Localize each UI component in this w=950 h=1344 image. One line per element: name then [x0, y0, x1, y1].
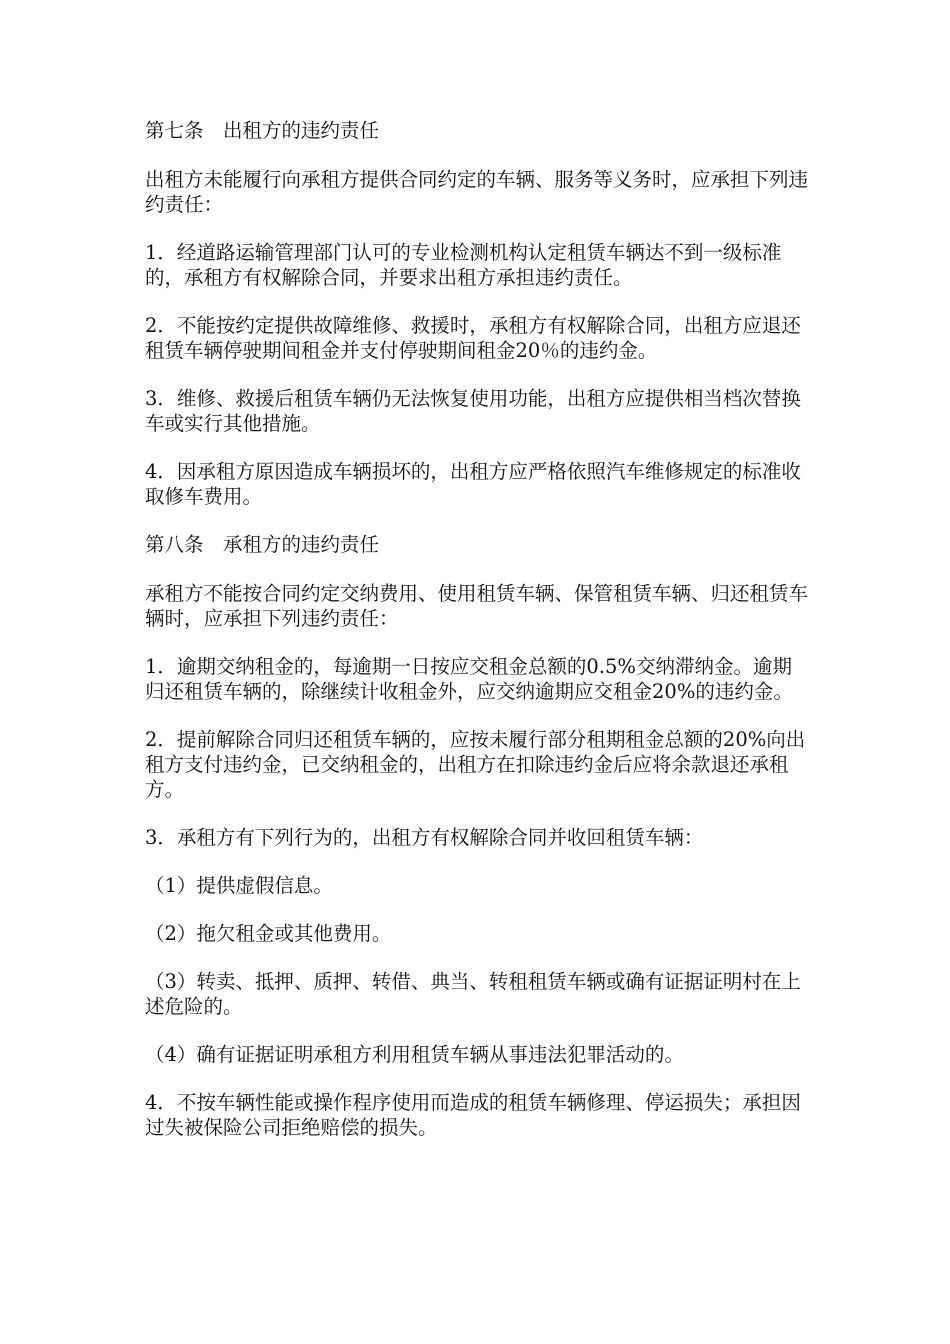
article-8-sub-item-2: （2）拖欠租金或其他费用。 — [145, 922, 392, 945]
article-8-item-4: 4．不按车辆性能或操作程序使用而造成的租赁车辆修理、停运损失；承担因过失被保险公司拒绝赔偿的损失。 — [145, 1091, 801, 1139]
article-8-sub-item-1: （1）提供虚假信息。 — [145, 874, 333, 897]
article-8-item-1: 1．逾期交纳租金的，每逾期一日按应交租金总额的0.5%交纳滞纳金。逾期归还租赁车辆的，除继续计收租金外，应交纳逾期应交租金20%的违约金。 — [145, 655, 793, 703]
article-7-item-4: 4．因承租方原因造成车辆损坏的，出租方应严格依照汽车维修规定的标准收取修车费用。 — [145, 460, 801, 508]
article-7-item-1: 1．经道路运输管理部门认可的专业检测机构认定租赁车辆达不到一级标准的，承租方有权解除合同，并要求出租方承担违约责任。 — [145, 241, 782, 289]
article-8-sub-item-3: （3）转卖、抵押、质押、转借、典当、转租租赁车辆或确有证据证明村在上述危险的。 — [145, 970, 801, 1018]
document-body — [145, 118, 810, 1163]
article-7-item-2: 2．不能按约定提供故障维修、救援时，承租方有权解除合同，出租方应退还租赁车辆停驶期间租金并支付停驶期间租金20％的违约金。 — [145, 314, 801, 362]
article-7-intro: 出租方未能履行向承租方提供合同约定的车辆、服务等义务时，应承担下列违约责任： — [145, 168, 809, 216]
article-8-heading: 第八条 承租方的违约责任 — [145, 533, 380, 556]
article-8-sub-item-4: （4）确有证据证明承租方利用租赁车辆从事违法犯罪活动的。 — [145, 1043, 684, 1066]
article-7-heading: 第七条 出租方的违约责任 — [145, 119, 380, 142]
article-8-intro: 承租方不能按合同约定交纳费用、使用租赁车辆、保管租赁车辆、归还租赁车辆时，应承担下列违约责任： — [145, 582, 809, 630]
article-7-item-3: 3．维修、救援后租赁车辆仍无法恢复使用功能，出租方应提供相当档次替换车或实行其他措施。 — [145, 387, 801, 435]
article-8-item-2: 2．提前解除合同归还租赁车辆的，应按未履行部分租期租金总额的20%向出租方支付违约金，已交纳租金的，出租方在扣除违约金后应将余款退还承租方。 — [145, 728, 806, 801]
article-8-item-3: 3．承租方有下列行为的，出租方有权解除合同并收回租赁车辆： — [145, 826, 704, 849]
